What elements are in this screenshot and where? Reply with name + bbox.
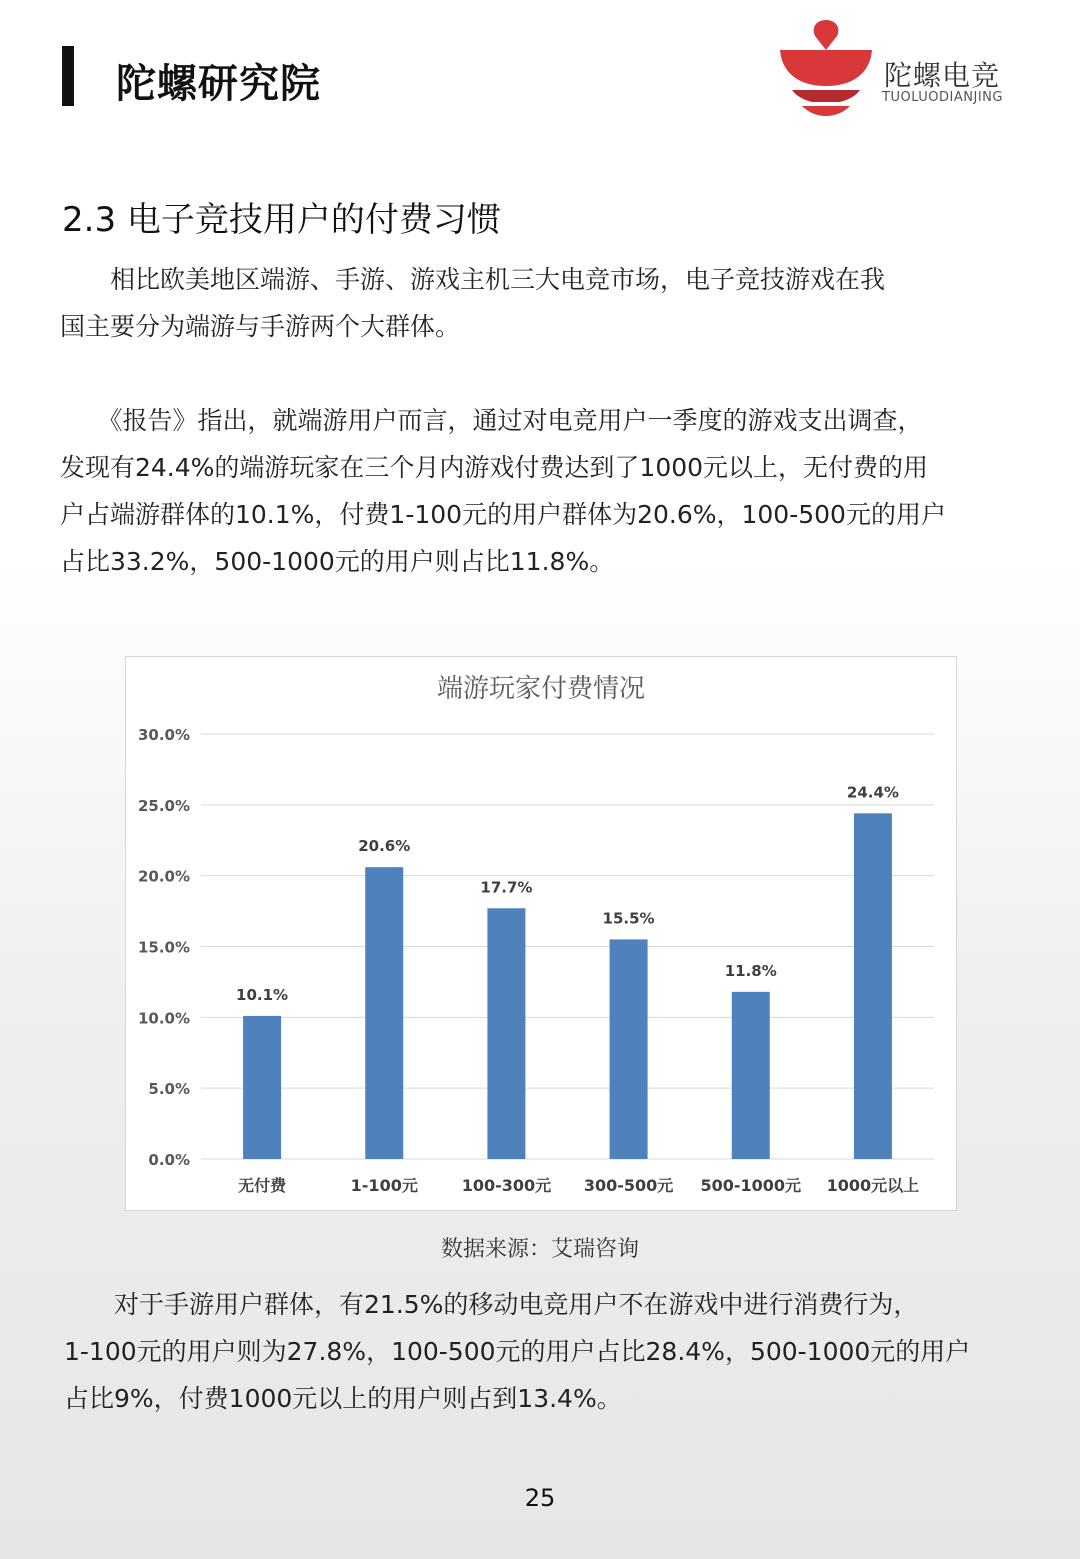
data-label: 11.8%	[724, 961, 777, 980]
logo-pin	[814, 20, 839, 50]
chart-container	[125, 656, 957, 1211]
y-tick-label: 0.0%	[148, 1151, 190, 1169]
bar	[243, 1016, 281, 1159]
paragraph-mobile-users	[64, 1281, 1024, 1422]
x-tick-label: 1-100元	[350, 1176, 418, 1195]
bar-chart	[126, 657, 956, 1210]
logo-stripe-2	[802, 106, 850, 116]
paragraph-line: 户占端游群体的10.1%，付费1-100元的用户群体为20.6%，100-500元的用户	[60, 500, 946, 529]
header-bar	[62, 46, 74, 106]
page-number: 25	[524, 1484, 556, 1512]
logo-text-en: TUOLUODIANJING	[882, 90, 1003, 105]
y-tick-label: 5.0%	[148, 1080, 190, 1099]
bar	[610, 939, 648, 1159]
y-tick-label: 20.0%	[137, 867, 190, 886]
bar	[732, 992, 770, 1159]
paragraph-line: 《报告》指出，就端游用户而言，通过对电竞用户一季度的游戏支出调查，	[60, 406, 923, 435]
bar	[487, 908, 525, 1159]
data-label: 15.5%	[602, 909, 655, 928]
chart-title: 端游玩家付费情况	[436, 674, 646, 704]
x-tick-label: 300-500元	[583, 1176, 674, 1195]
section-title: 2.3 电子竞技用户的付费习惯	[62, 200, 501, 240]
paragraph-line: 占比33.2%，500-1000元的用户则占比11.8%。	[60, 547, 615, 576]
x-tick-label: 100-300元	[461, 1176, 552, 1195]
data-label: 24.4%	[846, 783, 899, 802]
paragraph-line: 发现有24.4%的端游玩家在三个月内游戏付费达到了1000元以上，无付费的用	[60, 453, 929, 482]
data-label: 10.1%	[236, 985, 289, 1004]
y-tick-label: 10.0%	[137, 1009, 190, 1028]
paragraph-pc-users	[60, 397, 1020, 585]
paragraph-line: 1-100元的用户则为27.8%，100-500元的用户占比28.4%，500-1000元的用户	[64, 1337, 971, 1366]
brand-title: 陀螺研究院	[116, 61, 321, 107]
paragraph-intro	[60, 256, 1020, 350]
y-tick-label: 15.0%	[137, 938, 190, 957]
logo-stripe-1	[792, 90, 860, 102]
y-tick-label: 30.0%	[137, 726, 190, 744]
paragraph-line: 国主要分为端游与手游两个大群体。	[60, 312, 461, 341]
bar	[365, 867, 403, 1159]
x-tick-label: 1000元以上	[826, 1176, 920, 1195]
logo-text-cn: 陀螺电竞	[884, 59, 1001, 92]
data-label: 17.7%	[480, 878, 533, 897]
logo-bowl	[780, 50, 872, 86]
data-label: 20.6%	[358, 837, 411, 856]
y-tick-label: 25.0%	[137, 796, 190, 815]
paragraph-line: 对于手游用户群体，有21.5%的移动电竞用户不在游戏中进行消费行为，	[64, 1290, 919, 1319]
x-tick-label: 500-1000元	[700, 1176, 802, 1195]
bar	[854, 813, 892, 1159]
paragraph-line: 占比9%，付费1000元以上的用户则占到13.4%。	[64, 1384, 622, 1413]
x-tick-label: 无付费	[238, 1176, 287, 1195]
paragraph-line: 相比欧美地区端游、手游、游戏主机三大电竞市场，电子竞技游戏在我	[60, 265, 886, 294]
data-source: 数据来源：艾瑞咨询	[440, 1237, 639, 1262]
